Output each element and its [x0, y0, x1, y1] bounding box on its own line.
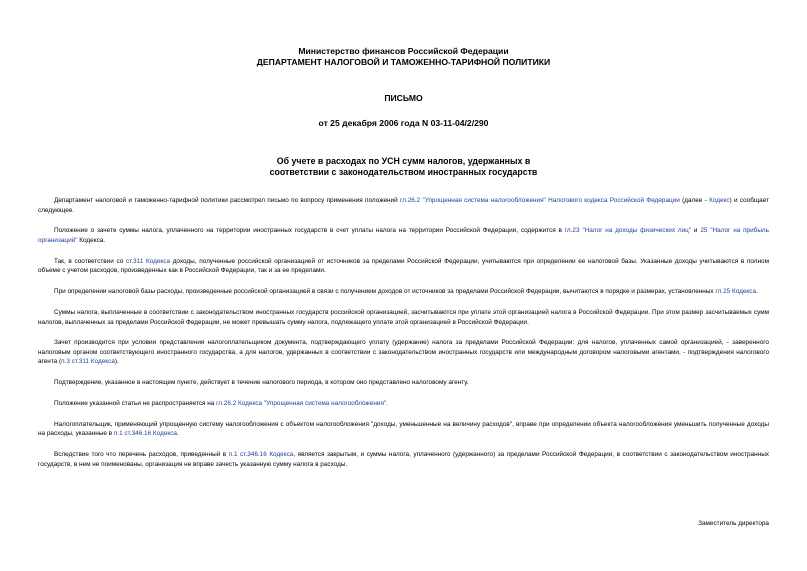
letter-date-number: [0, 118, 807, 129]
signature-title: Заместитель директора: [698, 520, 769, 527]
letter-body: [38, 196, 769, 481]
paragraph-text: При определении налоговой базы расходы, произведенные российской организацией в связи с получением доходов от источников за пределами Российской Федерации, вычитаются в порядке и размерах, установленных: [54, 288, 716, 296]
law-reference-link[interactable]: ст.311 Кодекса: [125, 257, 171, 265]
paragraph-text: .: [756, 288, 758, 296]
subject-line-1: Об учете в расходах по УСН сумм налогов, удержанных в: [276, 156, 531, 166]
paragraph-text: .: [386, 400, 388, 408]
paragraph-text: доходы, полученные российской организацией от источников за пределами Российской Федерации, учитываются при определении ее налоговой базы. Указанные доходы учитываются в полном объеме с учетом расходов, произведенных как в Российской Федерации, так и за ее пределами.: [38, 257, 769, 275]
paragraph-text: Налогоплательщик, применяющий упрощенную систему налогообложения с объектом налогообложения "доходы, уменьшенные на величину расходов", вправе при определении объекта налогообложения уменьшить полученные доходы на расходы, указанные в: [38, 420, 769, 438]
body-paragraph: [38, 450, 769, 469]
paragraph-text: Зачет производится при условии представления налогоплательщиком документа, подтверждающего уплату (удержание) налога за пределами Российской Федерации: для налогов, уплаченных самой организацией, - заверенного налоговым органом соответствующего иностранного государства, а для налогов, удержанных в соответствии с законодательством иностранных государств или международным договором налоговыми агентами, - подтверждения налогового агента (: [38, 339, 769, 366]
paragraph-text: (далее -: [679, 197, 710, 204]
body-paragraph: [38, 226, 769, 245]
body-paragraph: [38, 196, 769, 215]
paragraph-text: Подтверждение, указанное в настоящем пункте, действует в течение налогового периода, в котором оно представлено налоговому агенту.: [54, 379, 469, 387]
document-header: [0, 46, 807, 68]
body-paragraph: [38, 257, 769, 276]
law-reference-link[interactable]: гл.23 "Налог на доходы физических лиц": [564, 227, 692, 235]
department-name: ДЕПАРТАМЕНТ НАЛОГОВОЙ И ТАМОЖЕННО-ТАРИФНОЙ ПОЛИТИКИ: [256, 57, 551, 67]
paragraph-text: Департамент налоговой и таможенно-тарифной политики рассмотрел письмо по вопросу применения положений: [54, 197, 400, 204]
paragraph-text: Вследствие того что перечень расходов, приведенный в: [54, 451, 229, 459]
paragraph-text: Суммы налога, выплаченные в соответствии с законодательством иностранных государств российской организацией, засчитываются при уплате этой организацией налога в Российской Федерации. При этом размер засчитываемых сумм налогов, выплаченных за пределами Российской Федерации, не может превышать сумму налога, подлежащего уплате этой организацией в Российской Федерации.: [38, 308, 769, 326]
body-paragraph: [38, 308, 769, 327]
paragraph-text: .: [176, 430, 179, 438]
law-reference-link[interactable]: гл.25 Кодекса: [715, 288, 757, 296]
paragraph-text: Кодекса.: [77, 236, 106, 244]
law-reference-link[interactable]: п.3 ст.311 Кодекса: [61, 358, 115, 366]
letter-subject: [0, 156, 807, 178]
paragraph-text: ).: [114, 358, 119, 366]
law-reference-link[interactable]: п.1 ст.346.16 Кодекса: [113, 430, 177, 438]
body-paragraph: [38, 338, 769, 367]
law-reference-link[interactable]: гл.26.2 "Упрощенная система налогообложения" Налогового кодекса Российской Федерации: [400, 197, 680, 204]
law-reference-link[interactable]: гл.26.2 Кодекса "Упрощенная система налогообложения": [216, 400, 387, 408]
subject-line-2: соответствии с законодательством иностранных государств: [269, 167, 538, 177]
law-reference-link[interactable]: Кодекс: [709, 197, 730, 204]
paragraph-text: Положение о зачете суммы налога, уплаченного на территории иностранных государств в счет уплаты налога на территории Российской Федерации, содержится в: [54, 227, 565, 235]
paragraph-text: Положение указанной статьи не распространяется на: [54, 400, 217, 408]
paragraph-text: ) и сообщает следующее.: [38, 197, 769, 214]
body-paragraph: [38, 378, 769, 388]
law-reference-link[interactable]: 25 "Налог на прибыль организаций": [38, 227, 769, 244]
letter-type: [0, 93, 807, 104]
paragraph-text: , является закрытым, и суммы налога, уплаченного (удержанного) за пределами Российской Федерации, в соответствии с законодательством иностранных государств, в нем не поименованы, организация не вправе зачесть указанную сумму налога в расходы.: [38, 451, 769, 468]
body-paragraph: [38, 420, 769, 439]
ministry-name: Министерство финансов Российской Федерации: [298, 46, 509, 56]
letter-type-label: ПИСЬМО: [384, 93, 423, 103]
paragraph-text: и: [691, 227, 701, 235]
body-paragraph: [38, 399, 769, 409]
body-paragraph: [38, 287, 769, 297]
paragraph-text: Так, в соответствии со: [54, 257, 126, 265]
signature-block: [38, 520, 769, 527]
letter-date-label: от 25 декабря 2006 года N 03-11-04/2/290: [318, 118, 489, 128]
law-reference-link[interactable]: п.1 ст.346.16 Кодекса: [228, 451, 294, 459]
